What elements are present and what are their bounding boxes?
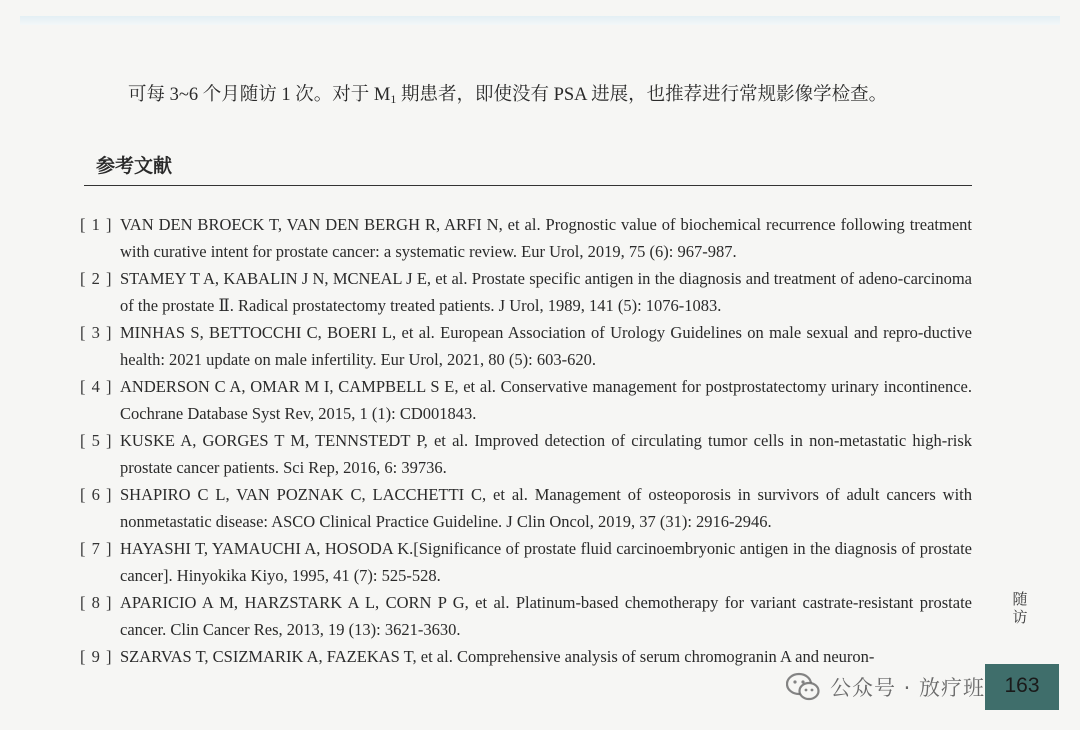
page-top-band bbox=[20, 16, 1060, 25]
reference-number: [ 9 ] bbox=[80, 647, 113, 666]
reference-number: [ 4 ] bbox=[80, 377, 113, 396]
reference-text: APARICIO A M, HARZSTARK A L, CORN P G, et al. Platinum-based chemotherapy for variant castrate-resistant prostate cancer. Clin Cancer Res, 2013, 19 (13): 3621-3630. bbox=[120, 593, 972, 639]
intro-text-end: 期患者，即使没有 PSA 进展，也推荐进行常规影像学检查。 bbox=[396, 85, 888, 105]
intro-paragraph bbox=[128, 82, 1008, 112]
side-tab-char: 随 bbox=[1012, 590, 1028, 608]
side-tab-char: 访 bbox=[1012, 608, 1028, 626]
reference-number: [ 1 ] bbox=[80, 215, 113, 234]
reference-item bbox=[80, 373, 980, 427]
reference-text: VAN DEN BROECK T, VAN DEN BERGH R, ARFI N, et al. Prognostic value of biochemical recurrence following treatment with curative intent for prostate cancer: a systematic review. Eur Urol, 2019, 75 (6): 967-987. bbox=[120, 215, 972, 261]
reference-item bbox=[80, 265, 980, 319]
reference-text: KUSKE A, GORGES T M, TENNSTEDT P, et al. Improved detection of circulating tumor cells in non-metastatic high-risk prostate cancer patients. Sci Rep, 2016, 6: 39736. bbox=[120, 431, 972, 477]
reference-number: [ 8 ] bbox=[80, 593, 113, 612]
reference-text: SZARVAS T, CSIZMARIK A, FAZEKAS T, et al. Comprehensive analysis of serum chromogranin A and neuron- bbox=[120, 647, 875, 666]
reference-text: HAYASHI T, YAMAUCHI A, HOSODA K.[Significance of prostate fluid carcinoembryonic antigen in the diagnosis of prostate cancer]. Hinyokika Kiyo, 1995, 41 (7): 525-528. bbox=[120, 539, 972, 585]
intro-text-start: 可每 3~6 个月随访 1 次。对于 M bbox=[128, 85, 391, 105]
reference-text: ANDERSON C A, OMAR M I, CAMPBELL S E, et al. Conservative management for postprostatectomy urinary incontinence. Cochrane Database Syst Rev, 2015, 1 (1): CD001843. bbox=[120, 377, 972, 423]
reference-number: [ 3 ] bbox=[80, 323, 113, 342]
page-number: 163 bbox=[1004, 674, 1040, 697]
reference-number: [ 5 ] bbox=[80, 431, 113, 450]
reference-item bbox=[80, 211, 980, 265]
reference-item bbox=[80, 589, 980, 643]
reference-item bbox=[80, 481, 980, 535]
page-number-box bbox=[985, 664, 1059, 710]
reference-item bbox=[80, 427, 980, 481]
reference-text: MINHAS S, BETTOCCHI C, BOERI L, et al. European Association of Urology Guidelines on male sexual and repro-ductive health: 2021 update on male infertility. Eur Urol, 2021, 80 (5): 603-620. bbox=[120, 323, 972, 369]
reference-number: [ 7 ] bbox=[80, 539, 113, 558]
section-title: 参考文献 bbox=[96, 155, 173, 177]
reference-number: [ 6 ] bbox=[80, 485, 113, 504]
chapter-side-tab bbox=[1010, 590, 1030, 626]
section-divider bbox=[84, 185, 972, 186]
reference-list bbox=[80, 211, 980, 697]
wechat-account-label: 公众号 · 放疗班 bbox=[830, 676, 986, 700]
wechat-watermark bbox=[786, 670, 985, 704]
reference-text: SHAPIRO C L, VAN POZNAK C, LACCHETTI C, et al. Management of osteoporosis in survivors of adult cancers with nonmetastatic disease: ASCO Clinical Practice Guideline. J Clin Oncol, 2019, 37 (31): 2916-2946. bbox=[120, 485, 972, 531]
reference-item bbox=[80, 535, 980, 589]
reference-text: STAMEY T A, KABALIN J N, MCNEAL J E, et al. Prostate specific antigen in the diagnosis and treatment of adeno-carcinoma of the prostate Ⅱ. Radical prostatectomy treated patients. J Urol, 1989, 141 (5): 1076-1083. bbox=[120, 269, 972, 315]
reference-item bbox=[80, 319, 980, 373]
reference-number: [ 2 ] bbox=[80, 269, 113, 288]
intro-subscript: 1 bbox=[390, 92, 397, 106]
wechat-icon bbox=[786, 672, 820, 702]
